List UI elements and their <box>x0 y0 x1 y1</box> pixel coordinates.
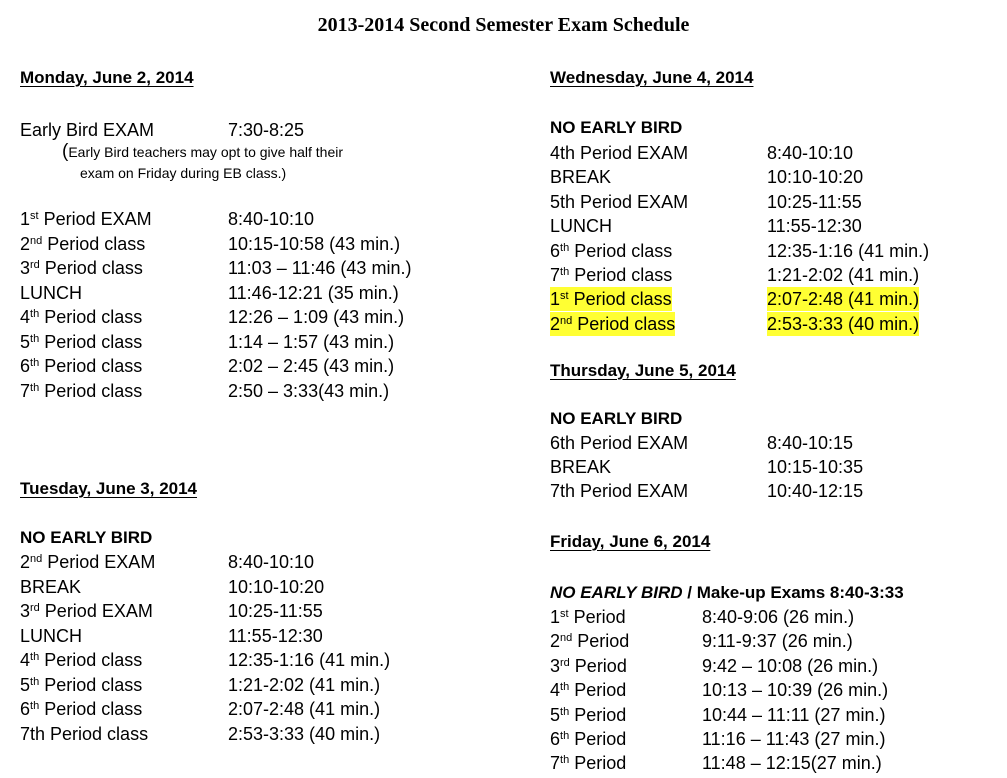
period-time: 11:03 – 11:46 (43 min.) <box>228 258 412 278</box>
period-label <box>550 751 626 775</box>
period-number: BREAK <box>550 457 612 477</box>
wednesday-heading: Wednesday, June 4, 2014 <box>550 68 754 87</box>
wednesday-schedule-row <box>550 165 970 189</box>
wednesday-schedule-row <box>550 287 970 311</box>
period-name: Period class <box>568 289 672 310</box>
period-number: 7th Period EXAM <box>550 481 689 501</box>
period-label <box>20 305 142 329</box>
tuesday-schedule-row <box>20 624 440 648</box>
tuesday-schedule-row <box>20 550 440 574</box>
ordinal-suffix: th <box>560 241 570 254</box>
period-label <box>550 654 627 678</box>
period-time: 10:25-11:55 <box>767 191 862 212</box>
friday-schedule-row <box>550 605 970 629</box>
period-label <box>20 256 143 280</box>
period-time: 10:15-10:58 (43 min.) <box>228 233 401 254</box>
period-label <box>550 703 626 727</box>
period-number: 2 <box>550 313 561 334</box>
page-title: 2013-2014 Second Semester Exam Schedule <box>317 14 690 36</box>
period-time: 2:53-3:33 (40 min.) <box>228 723 381 744</box>
period-name: Period class <box>569 265 673 285</box>
note-line1-text: Early Bird teachers may opt to give half their <box>68 144 344 160</box>
period-time: 10:10-10:20 <box>228 576 325 597</box>
ordinal-suffix: nd <box>30 234 43 247</box>
period-label <box>20 354 142 378</box>
period-number: 1 <box>550 289 561 310</box>
period-number: 5 <box>20 331 31 352</box>
ordinal-suffix: nd <box>30 553 43 565</box>
ordinal-suffix: th <box>30 700 40 712</box>
friday-no-early-bird: NO EARLY BIRD <box>550 583 683 602</box>
ordinal-suffix: th <box>560 705 570 718</box>
period-number: 4 <box>20 307 31 327</box>
wednesday-schedule-row <box>550 312 970 336</box>
wednesday-schedule-row <box>550 263 970 287</box>
period-name: Period class <box>39 331 143 352</box>
period-number: 6 <box>20 356 31 376</box>
ordinal-suffix: th <box>560 681 570 694</box>
period-label <box>20 330 142 354</box>
period-label <box>550 455 611 479</box>
friday-schedule-row <box>550 727 970 751</box>
period-number: 2 <box>550 631 561 652</box>
ordinal-suffix: th <box>30 651 40 663</box>
period-name: Period class <box>39 380 143 401</box>
early-bird-row <box>20 118 420 142</box>
tuesday-no-early-bird: NO EARLY BIRD <box>20 528 153 547</box>
period-number: 3 <box>20 601 31 621</box>
period-number: 5th Period EXAM <box>550 191 689 212</box>
period-time: 1:21-2:02 (41 min.) <box>228 674 381 695</box>
period-time: 1:14 – 1:57 (43 min.) <box>228 331 395 352</box>
ordinal-suffix: rd <box>30 259 40 271</box>
period-name: Period EXAM <box>38 209 152 229</box>
period-time: 8:40-10:10 <box>228 209 315 229</box>
ordinal-suffix: st <box>560 608 569 620</box>
friday-schedule-row <box>550 751 970 775</box>
period-name: Period class <box>39 356 143 376</box>
period-number: 1 <box>550 607 561 627</box>
ordinal-suffix: th <box>560 754 570 767</box>
friday-schedule-row <box>550 678 970 702</box>
period-label <box>20 575 81 599</box>
friday-schedule-row <box>550 703 970 727</box>
period-name: Period class <box>39 674 143 695</box>
period-label <box>550 479 688 503</box>
period-label <box>20 207 152 231</box>
period-name: Period class <box>572 313 676 334</box>
period-time: 2:07-2:48 (41 min.) <box>767 289 920 310</box>
ordinal-suffix: st <box>560 290 569 303</box>
ordinal-suffix: th <box>30 308 40 320</box>
period-label <box>20 232 145 256</box>
period-number: LUNCH <box>20 282 83 303</box>
period-number: 4 <box>550 680 561 701</box>
monday-heading: Monday, June 2, 2014 <box>20 68 194 87</box>
period-label <box>20 722 148 746</box>
period-label <box>550 287 672 311</box>
ordinal-suffix: th <box>560 730 570 742</box>
period-label <box>550 214 612 238</box>
period-number: 3 <box>550 655 561 676</box>
period-label <box>550 727 626 751</box>
period-number: BREAK <box>20 576 82 597</box>
period-name: Period class <box>39 650 143 670</box>
early-bird-label: Early Bird EXAM <box>20 120 155 140</box>
period-label <box>20 379 142 403</box>
period-number: LUNCH <box>20 625 83 646</box>
period-time: 12:35-1:16 (41 min.) <box>228 650 391 670</box>
monday-schedule-row <box>20 305 440 329</box>
period-number: 7 <box>550 753 561 774</box>
monday-schedule-row <box>20 379 440 403</box>
period-name: Period <box>569 680 627 701</box>
ordinal-suffix: th <box>30 381 40 394</box>
wednesday-schedule-row <box>550 141 970 165</box>
period-name: Period class <box>42 233 146 254</box>
thursday-schedule-row <box>550 455 970 479</box>
ordinal-suffix: th <box>560 266 570 278</box>
period-time: 11:16 – 11:43 (27 min.) <box>702 729 886 749</box>
monday-schedule-row <box>20 354 440 378</box>
period-label <box>550 165 611 189</box>
period-name: Period class <box>569 240 673 261</box>
period-number: 2 <box>20 233 31 254</box>
period-time: 1:21-2:02 (41 min.) <box>767 265 920 285</box>
period-time: 8:40-10:15 <box>767 433 854 453</box>
period-number: 6 <box>550 240 561 261</box>
wednesday-schedule-row <box>550 239 970 263</box>
period-time: 10:25-11:55 <box>228 601 323 621</box>
monday-schedule-row <box>20 330 440 354</box>
period-time: 10:10-10:20 <box>767 167 864 188</box>
period-time: 8:40-10:10 <box>767 143 854 163</box>
period-label <box>550 141 688 165</box>
period-number: 6 <box>20 699 31 719</box>
period-number: BREAK <box>550 167 612 188</box>
period-label <box>550 629 629 653</box>
early-bird-note-line2: exam on Friday during EB class.) <box>80 165 287 181</box>
period-time: 11:48 – 12:15(27 min.) <box>702 753 882 774</box>
period-time: 9:11-9:37 (26 min.) <box>702 631 853 652</box>
period-time: 2:50 – 3:33(43 min.) <box>228 380 390 401</box>
period-number: 1 <box>20 209 31 229</box>
period-name: Period EXAM <box>39 601 153 621</box>
monday-schedule-row <box>20 232 440 256</box>
period-time: 12:26 – 1:09 (43 min.) <box>228 307 405 327</box>
period-label <box>550 263 672 287</box>
period-time: 8:40-9:06 (26 min.) <box>702 607 855 627</box>
thursday-heading: Thursday, June 5, 2014 <box>550 361 736 380</box>
ordinal-suffix: nd <box>560 314 573 327</box>
period-number: 6 <box>550 729 561 749</box>
ordinal-suffix: th <box>30 675 40 688</box>
period-name: Period <box>569 704 627 725</box>
ordinal-suffix: nd <box>560 632 573 645</box>
friday-heading: Friday, June 6, 2014 <box>550 532 711 551</box>
tuesday-schedule-row <box>20 722 440 746</box>
period-label <box>550 190 688 214</box>
period-time: 10:13 – 10:39 (26 min.) <box>702 680 889 701</box>
thursday-schedule-row <box>550 431 970 455</box>
ordinal-suffix: rd <box>560 656 570 669</box>
period-name: Period <box>569 729 627 749</box>
tuesday-schedule-row <box>20 673 440 697</box>
thursday-schedule-row <box>550 479 970 503</box>
period-number: LUNCH <box>550 216 613 237</box>
monday-schedule-row <box>20 256 440 280</box>
tuesday-heading: Tuesday, June 3, 2014 <box>20 479 198 498</box>
period-name: Period class <box>39 258 143 278</box>
period-number: 7 <box>20 380 31 401</box>
monday-schedule-row <box>20 281 440 305</box>
ordinal-suffix: th <box>30 357 40 369</box>
friday-schedule-row <box>550 629 970 653</box>
period-label <box>550 312 675 336</box>
period-time: 11:55-12:30 <box>228 625 323 646</box>
period-name: Period <box>568 607 626 627</box>
early-bird-time: 7:30-8:25 <box>228 120 305 140</box>
friday-makeup-label: / Make-up Exams 8:40-3:33 <box>682 583 904 602</box>
tuesday-schedule-row <box>20 575 440 599</box>
period-label <box>20 697 142 721</box>
period-number: 2 <box>20 552 31 572</box>
period-number: 5 <box>550 704 561 725</box>
period-label <box>550 605 626 629</box>
period-name: Period class <box>39 307 143 327</box>
period-label <box>550 678 626 702</box>
period-time: 2:53-3:33 (40 min.) <box>767 313 920 334</box>
period-number: 4th Period EXAM <box>550 143 689 163</box>
early-bird-note-line1 <box>62 142 343 162</box>
thursday-no-early-bird: NO EARLY BIRD <box>550 409 683 428</box>
period-label <box>550 431 688 455</box>
period-number: 3 <box>20 258 31 278</box>
period-time: 2:07-2:48 (41 min.) <box>228 699 381 719</box>
note-open-paren: ( <box>62 141 69 162</box>
period-name: Period <box>572 631 630 652</box>
period-number: 5 <box>20 674 31 695</box>
period-time: 10:40-12:15 <box>767 481 864 501</box>
ordinal-suffix: st <box>30 210 39 222</box>
period-time: 2:02 – 2:45 (43 min.) <box>228 356 395 376</box>
period-number: 7th Period class <box>20 723 149 744</box>
wednesday-schedule-row <box>550 214 970 238</box>
period-label <box>20 624 82 648</box>
period-time: 11:46-12:21 (35 min.) <box>228 282 399 303</box>
period-name: Period EXAM <box>42 552 156 572</box>
period-label <box>550 239 672 263</box>
period-time: 8:40-10:10 <box>228 552 315 572</box>
monday-schedule-row <box>20 207 440 231</box>
period-number: 6th Period EXAM <box>550 433 689 453</box>
ordinal-suffix: rd <box>30 602 40 614</box>
period-label <box>20 673 142 697</box>
period-time: 10:15-10:35 <box>767 457 864 477</box>
period-time: 9:42 – 10:08 (26 min.) <box>702 655 879 676</box>
period-number: 7 <box>550 265 561 285</box>
period-time: 10:44 – 11:11 (27 min.) <box>702 704 886 725</box>
wednesday-no-early-bird: NO EARLY BIRD <box>550 118 683 137</box>
tuesday-schedule-row <box>20 697 440 721</box>
tuesday-schedule-row <box>20 599 440 623</box>
period-label <box>20 281 82 305</box>
period-label <box>20 648 142 672</box>
period-name: Period <box>569 753 627 774</box>
friday-schedule-row <box>550 654 970 678</box>
period-label <box>20 599 153 623</box>
period-name: Period <box>569 655 627 676</box>
period-time: 12:35-1:16 (41 min.) <box>767 240 930 261</box>
period-name: Period class <box>39 699 143 719</box>
period-label <box>20 550 155 574</box>
period-number: 4 <box>20 650 31 670</box>
tuesday-schedule-row <box>20 648 440 672</box>
friday-subheading <box>550 583 904 603</box>
wednesday-schedule-row <box>550 190 970 214</box>
ordinal-suffix: th <box>30 332 40 345</box>
period-time: 11:55-12:30 <box>767 216 862 237</box>
